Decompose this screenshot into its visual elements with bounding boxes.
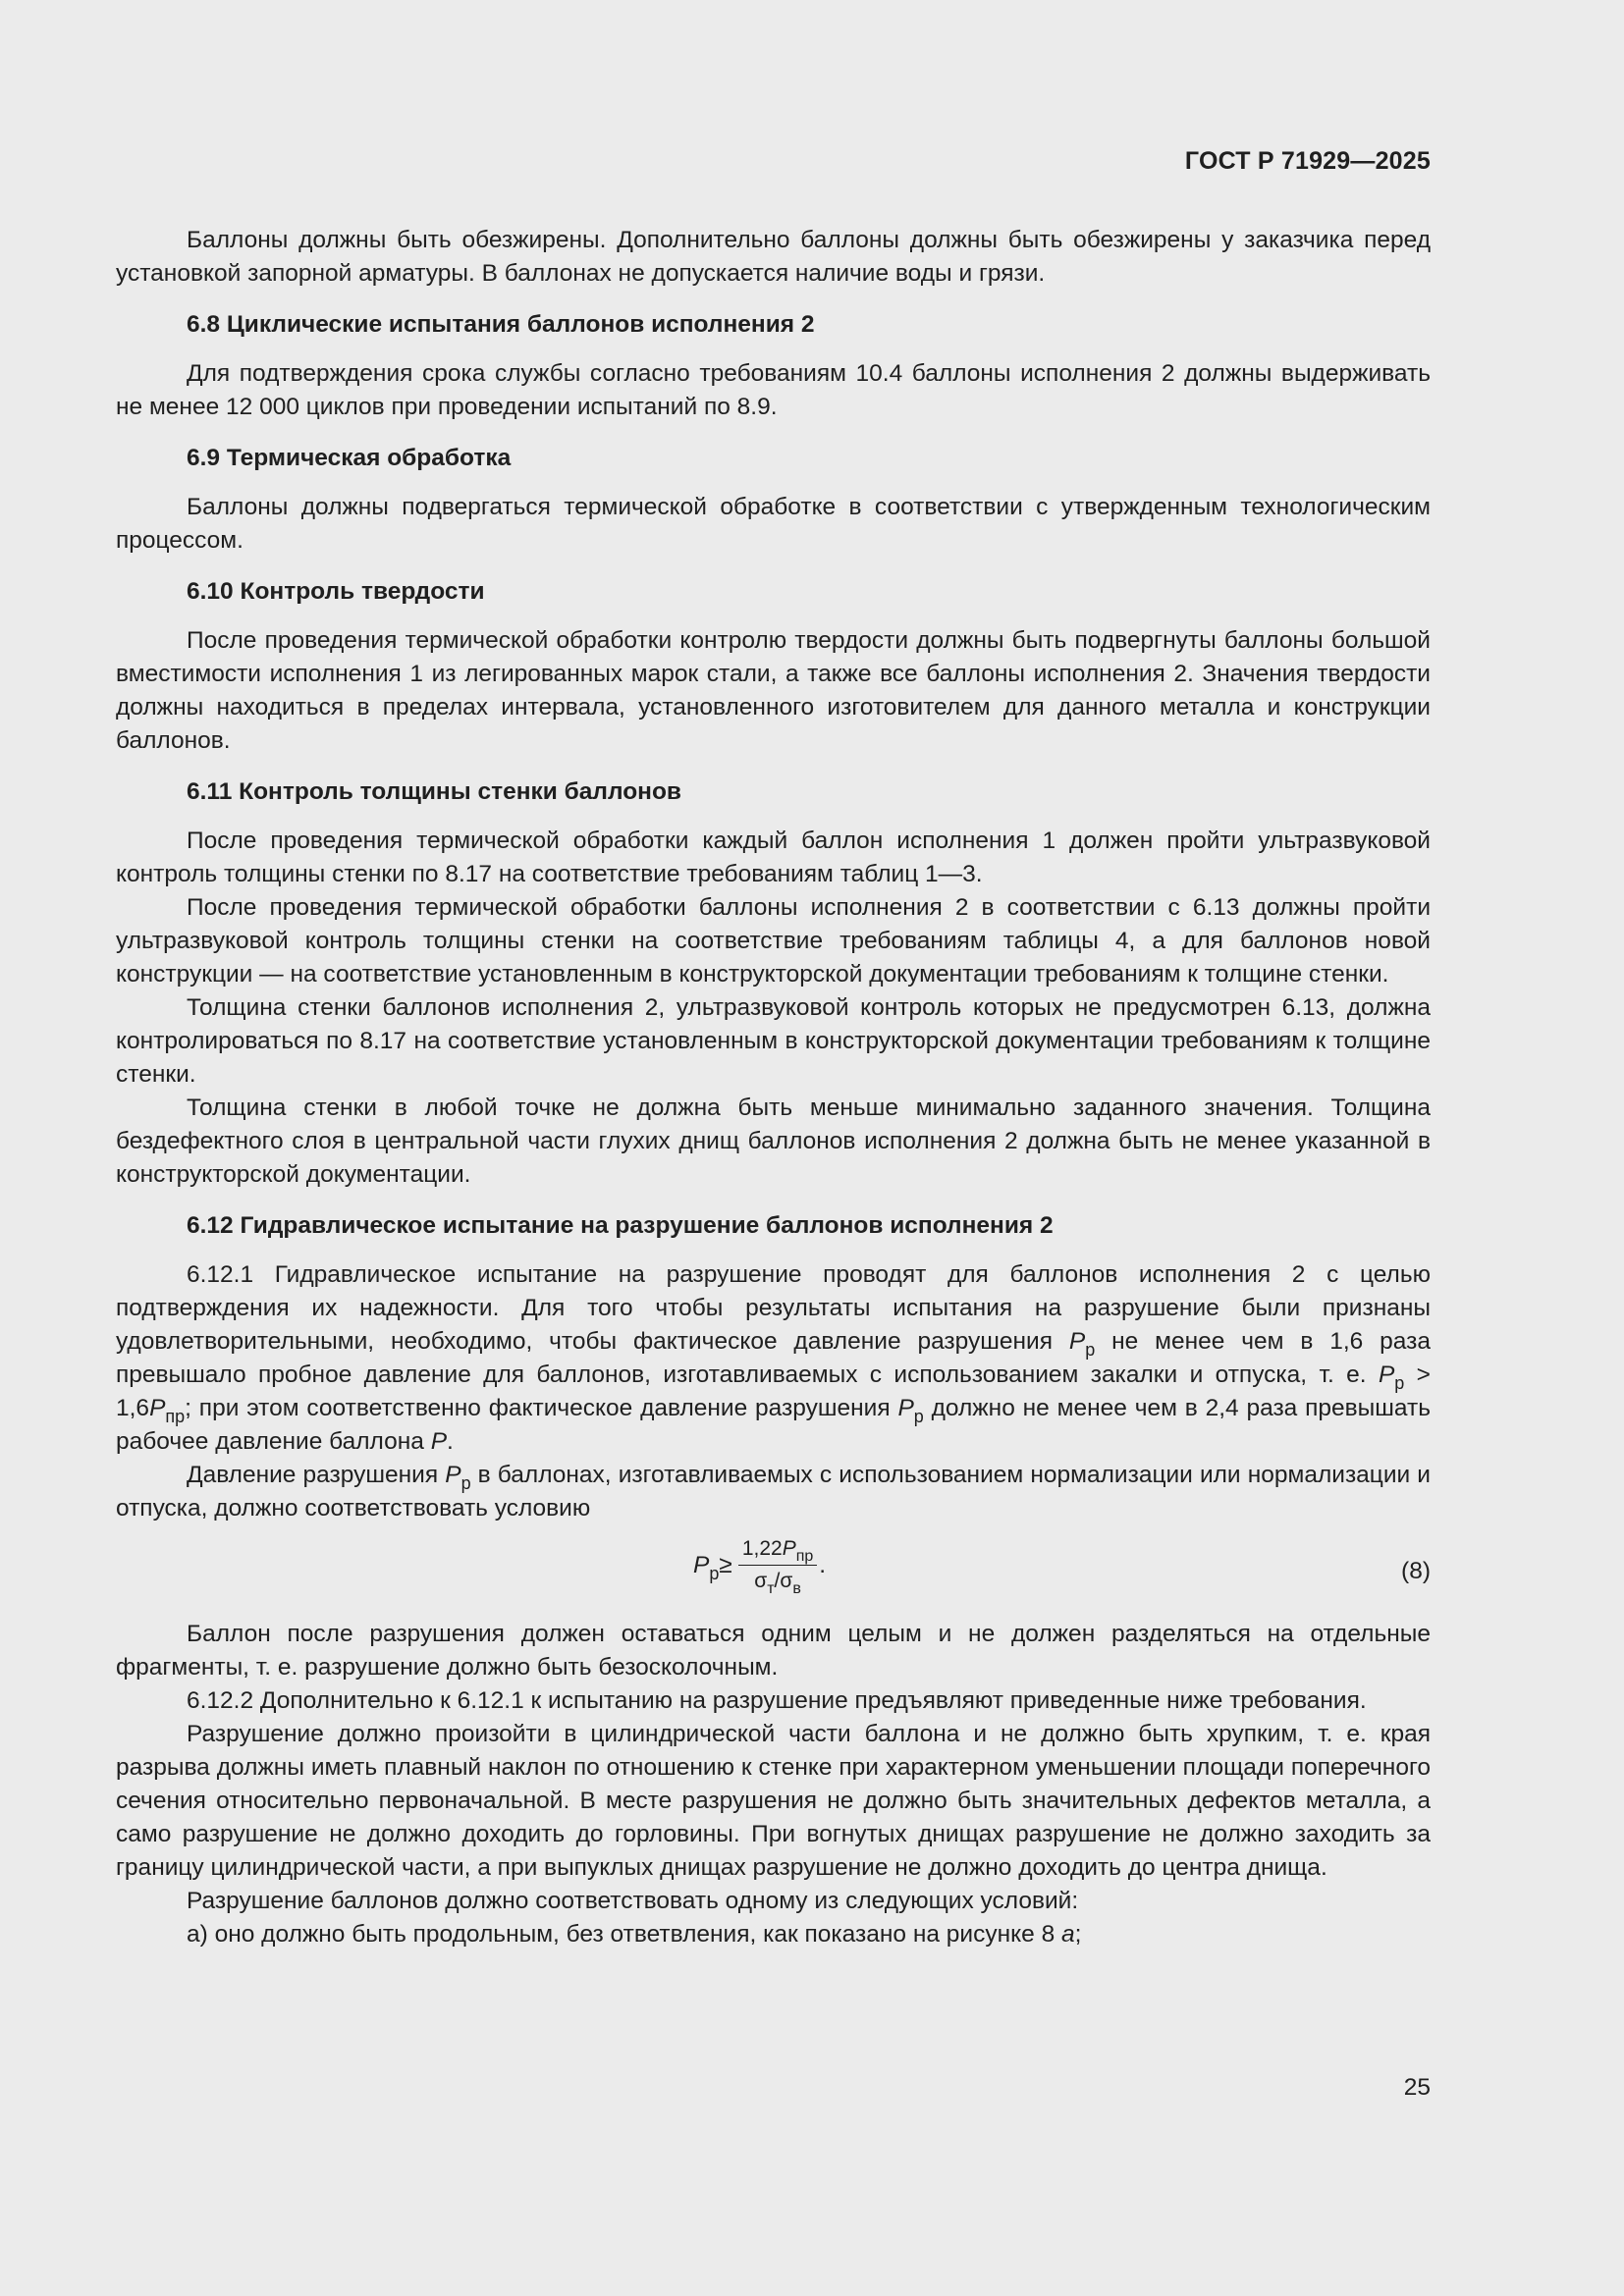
section-6-9-heading: 6.9 Термическая обработка [187,445,512,471]
equation-number: (8) [1401,1558,1431,1584]
formula-fraction [738,1535,817,1595]
section-6-9-paragraph: Баллоны должны подвергаться термической обработке в соответствии с утвержденным технологическим процессом. [116,494,1431,554]
section-6-8-paragraph: Для подтверждения срока службы согласно требованиям 10.4 баллоны исполнения 2 должны выдерживать не менее 12 000 циклов при проведении испытаний по 8.9. [116,360,1431,420]
section-6-12-condition-paragraph: Давление разрушения $P_р$ в баллонах, изготавливаемых с использованием нормализации или нормализации и отпуска, должно соответствовать условию [116,1462,1431,1522]
section-6-11-heading: 6.11 Контроль толщины стенки баллонов [187,778,681,805]
page-number: 25 [1403,2074,1431,2101]
section-6-12-paragraph-6: Разрушение баллонов должно соответствовать одному из следующих условий: [187,1888,1079,1914]
section-6-12-paragraph-5: Разрушение должно произойти в цилиндрической части баллона и не должно быть хрупким, т. е. края разрыва должны иметь плавный наклон по отношению к стенке при характерном уменьшении площади поперечного сечения относительно первоначальной. В месте разрушения не должно быть значительных дефектов металла, а само разрушение не должно доходить до горловины. При вогнутых днищах разрушение не должно заходить за границу цилиндрической части, а при выпуклых днищах разрушение не должно доходить до центра днища. [116,1721,1431,1881]
section-6-10-heading: 6.10 Контроль твердости [187,578,485,605]
fraction-numerator: $1,22P_{пр}$ [738,1535,817,1566]
intro-paragraph: Баллоны должны быть обезжирены. Дополнительно баллоны должны быть обезжирены у заказчика перед установкой запорной арматуры. В баллонах не допускается наличие воды и грязи. [116,227,1431,287]
formula-expression: $P_р$ ≥ $\frac{1,22P_{пр}}{\sigma_т/\sigma_в}$ . [693,1537,827,1597]
section-6-11-paragraph-3: Толщина стенки баллонов исполнения 2, ультразвуковой контроль которых не предусмотрен 6.13, должна контролироваться по 8.17 на соответствие установленным в конструкторской документации требованиям к толщине стенки. [116,994,1431,1088]
list-item-a: а) оно должно быть продольным, без ответвления, как показано на рисунке 8 а; [187,1921,1082,1948]
section-6-8-heading: 6.8 Циклические испытания баллонов исполнения 2 [187,311,815,338]
fraction-denominator: $\sigma_т/\sigma_в$ [754,1570,801,1597]
section-6-11-paragraph-4: Толщина стенки в любой точке не должна быть меньше минимально заданного значения. Толщина бездефектного слоя в центральной части глухих днищ баллонов исполнения 2 должна быть не менее указанной в конструкторской документации. [116,1095,1431,1188]
section-6-12-paragraph-3: Баллон после разрушения должен оставаться одним целым и не должен разделяться на отдельные фрагменты, т. е. разрушение должно быть безосколочным. [116,1621,1431,1681]
section-6-12-heading: 6.12 Гидравлическое испытание на разрушение баллонов исполнения 2 [187,1212,1054,1239]
section-6-11-paragraph-2: После проведения термической обработки баллоны исполнения 2 в соответствии с 6.13 должны пройти ультразвуковой контроль толщины стенки на соответствие требованиям таблицы 4, а для баллонов новой конструкции — на соответствие установленным в конструкторской документации требованиям к толщине стенки. [116,894,1431,988]
document-body [116,224,1431,1951]
section-6-12-2-paragraph: 6.12.2 Дополнительно к 6.12.1 к испытанию на разрушение предъявляют приведенные ниже требования. [187,1687,1367,1714]
section-6-11-paragraph-1: После проведения термической обработки каждый баллон исполнения 1 должен пройти ультразвуковой контроль толщины стенки по 8.17 на соответствие требованиям таблиц 1—3. [116,828,1431,887]
formula-8 [116,1531,1431,1612]
document-code-header: ГОСТ Р 71929—2025 [1184,147,1431,175]
section-6-10-paragraph: После проведения термической обработки контролю твердости должны быть подвергнуты баллоны большой вместимости исполнения 1 из легированных марок стали, а также все баллоны исполнения 2. Значения твердости должны находиться в пределах интервала, установленного изготовителем для данного металла и конструкции баллонов. [116,627,1431,754]
section-6-12-1-paragraph: 6.12.1 Гидравлическое испытание на разрушение проводят для баллонов исполнения 2 с целью подтверждения их надежности. Для того чтобы результаты испытания на разрушение были признаны удовлетворительными, необходимо, чтобы фактическое давление разрушения $P_р$ не менее чем в 1,6 раза превышало пробное давление для баллонов, изготавливаемых с использованием закалки и отпуска, т. е. $P_р > 1,6P_{пр}$; при этом соответственно фактическое давление разрушения $P_р$ должно не менее чем в 2,4 раза превышать рабочее давление баллона P. [116,1261,1431,1455]
